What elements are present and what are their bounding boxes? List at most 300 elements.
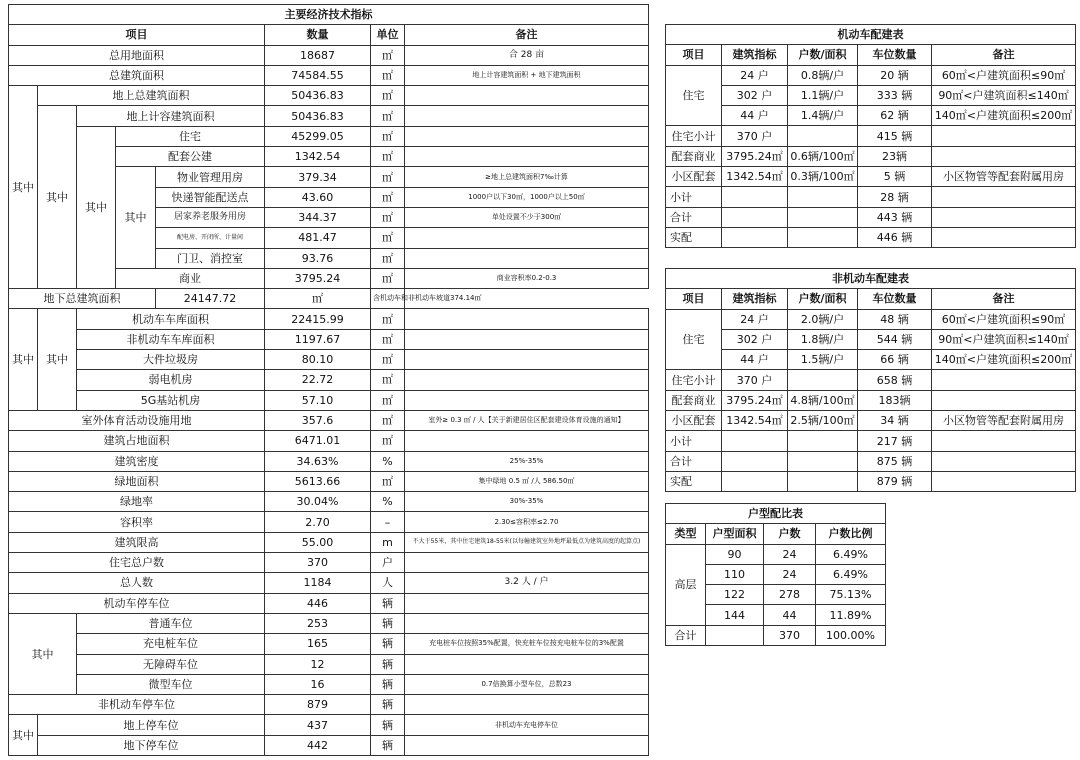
row-unit: ㎡ xyxy=(371,268,405,288)
row-name: 快递智能配送点 xyxy=(156,187,265,207)
row-note: 单处设置不少于300㎡ xyxy=(405,207,649,227)
cell-ratio: 0.8辆/户 xyxy=(788,65,858,85)
group-label-qizhong: 其中 xyxy=(9,613,77,694)
row-qty: 1184 xyxy=(265,573,371,593)
cell-count: 5 辆 xyxy=(858,167,932,187)
cell-note xyxy=(932,126,1076,146)
row-qty: 357.6 xyxy=(265,410,371,430)
header-item: 项目 xyxy=(666,45,722,65)
cell-count: 28 辆 xyxy=(858,187,932,207)
cell-ratio: 2.0辆/户 xyxy=(788,309,858,329)
row-qty: 344.37 xyxy=(265,207,371,227)
table-row xyxy=(9,573,649,593)
row-unit: ㎡ xyxy=(371,86,405,106)
row-unit: – xyxy=(371,512,405,532)
cell-note xyxy=(932,390,1076,410)
cell-ratio: 1.1辆/户 xyxy=(788,85,858,105)
cell-ratio: 2.5辆/100㎡ xyxy=(788,411,858,431)
table-row xyxy=(9,674,649,694)
row-qty: 34.63% xyxy=(265,451,371,471)
row-qty: 1197.67 xyxy=(265,329,371,349)
cell-count: 278 xyxy=(764,585,816,605)
row-qty: 43.60 xyxy=(265,187,371,207)
cell-index: 302 户 xyxy=(722,329,788,349)
row-name: 弱电机房 xyxy=(77,370,265,390)
cell-note xyxy=(932,207,1076,227)
row-name: 地下总建筑面积 xyxy=(9,289,156,309)
row-qty: 74584.55 xyxy=(265,65,371,85)
header-count: 车位数量 xyxy=(858,45,932,65)
table-row xyxy=(9,289,649,309)
cell-index: 44 户 xyxy=(722,350,788,370)
cell-item: 实配 xyxy=(666,471,722,491)
cell-item: 住宅小计 xyxy=(666,370,722,390)
table-row xyxy=(9,613,649,633)
row-name: 普通车位 xyxy=(77,613,265,633)
table-row xyxy=(9,553,649,573)
row-qty: 3795.24 xyxy=(265,268,371,288)
cell-ratio: 4.8辆/100㎡ xyxy=(788,390,858,410)
cell-count: 66 辆 xyxy=(858,350,932,370)
cell-item: 小区配套 xyxy=(666,167,722,187)
table-row xyxy=(666,106,1076,126)
row-unit: 辆 xyxy=(371,674,405,694)
table-row xyxy=(666,471,1076,491)
row-note xyxy=(405,106,649,126)
row-unit: ㎡ xyxy=(371,370,405,390)
row-name: 室外体育活动设施用地 xyxy=(9,410,265,430)
table-row xyxy=(666,329,1076,349)
cell-note xyxy=(932,370,1076,390)
table-row xyxy=(666,85,1076,105)
row-unit: ㎡ xyxy=(371,126,405,146)
cell-ratio xyxy=(788,471,858,491)
cell-note: 140㎡<户建筑面积≤200㎡ xyxy=(932,106,1076,126)
table-row xyxy=(666,207,1076,227)
row-note: 含机动车和非机动车坡道374.14㎡ xyxy=(371,289,405,309)
row-unit: ㎡ xyxy=(371,431,405,451)
cell-index xyxy=(722,471,788,491)
row-name: 容积率 xyxy=(9,512,265,532)
cell-index: 302 户 xyxy=(722,85,788,105)
group-label-qizhong: 其中 xyxy=(116,167,156,268)
table-row xyxy=(9,126,649,146)
row-name: 物业管理用房 xyxy=(156,167,265,187)
row-name: 总用地面积 xyxy=(9,45,265,65)
row-name: 配电房、开闭所、计量间 xyxy=(156,228,265,248)
row-qty: 18687 xyxy=(265,45,371,65)
row-note: 集中绿地 0.5 ㎡ /人 586.50㎡ xyxy=(405,471,649,491)
cell-note: 90㎡<户建筑面积≤140㎡ xyxy=(932,329,1076,349)
row-note: 30%-35% xyxy=(405,492,649,512)
header-item: 项目 xyxy=(9,25,265,45)
header-type: 类型 xyxy=(666,524,706,544)
row-unit: ㎡ xyxy=(371,65,405,85)
table-row xyxy=(666,544,886,564)
cell-index xyxy=(722,227,788,247)
header-area: 户型面积 xyxy=(706,524,764,544)
row-name: 居家养老服务用房 xyxy=(156,207,265,227)
row-qty: 446 xyxy=(265,593,371,613)
cell-count: 333 辆 xyxy=(858,85,932,105)
cell-note xyxy=(932,187,1076,207)
cell-note xyxy=(932,471,1076,491)
table-row xyxy=(9,45,649,65)
cell-note: 90㎡<户建筑面积≤140㎡ xyxy=(932,85,1076,105)
table-row xyxy=(9,390,649,410)
row-unit: m xyxy=(371,532,405,552)
row-note xyxy=(405,553,649,573)
cell-note: 小区物管等配套附属用房 xyxy=(932,411,1076,431)
row-name: 无障碍车位 xyxy=(77,654,265,674)
row-label-zhuzhai: 住宅 xyxy=(666,65,722,126)
table-row xyxy=(9,593,649,613)
row-label-zhuzhai: 住宅 xyxy=(666,309,722,370)
row-note xyxy=(405,147,649,167)
cell-item: 配套商业 xyxy=(666,146,722,166)
row-label-gaoceng: 高层 xyxy=(666,544,706,625)
cell-ratio: 1.8辆/户 xyxy=(788,329,858,349)
row-qty: 30.04% xyxy=(265,492,371,512)
cell-item: 实配 xyxy=(666,227,722,247)
table-row xyxy=(9,471,649,491)
row-unit: ㎡ xyxy=(371,147,405,167)
table-row xyxy=(9,350,649,370)
row-qty: 50436.83 xyxy=(265,86,371,106)
table-row xyxy=(666,411,1076,431)
row-note xyxy=(405,431,649,451)
table-row xyxy=(666,370,1076,390)
table-row xyxy=(9,735,649,755)
row-unit: ㎡ xyxy=(371,167,405,187)
header-count: 车位数量 xyxy=(858,289,932,309)
row-name: 绿地率 xyxy=(9,492,265,512)
cell-note: 60㎡<户建筑面积≤90㎡ xyxy=(932,309,1076,329)
header-count: 户数 xyxy=(764,524,816,544)
row-qty: 80.10 xyxy=(265,350,371,370)
row-note: 2.30≤容积率≤2.70 xyxy=(405,512,649,532)
cell-count: 415 辆 xyxy=(858,126,932,146)
bike-table-title: 非机动车配建表 xyxy=(666,269,1076,289)
row-name: 门卫、消控室 xyxy=(156,248,265,268)
header-index: 建筑指标 xyxy=(722,45,788,65)
cell-note xyxy=(932,451,1076,471)
row-unit: 辆 xyxy=(371,715,405,735)
table-row xyxy=(666,146,1076,166)
row-name: 总人数 xyxy=(9,573,265,593)
cell-count: 658 辆 xyxy=(858,370,932,390)
table-row xyxy=(9,431,649,451)
row-name: 非机动车停车位 xyxy=(9,695,265,715)
row-name: 充电桩车位 xyxy=(77,634,265,654)
table-row xyxy=(666,451,1076,471)
cell-index xyxy=(722,187,788,207)
row-qty: 1342.54 xyxy=(265,147,371,167)
row-qty: 2.70 xyxy=(265,512,371,532)
header-index: 建筑指标 xyxy=(722,289,788,309)
table-row xyxy=(9,532,649,552)
cell-ratio: 75.13% xyxy=(816,585,886,605)
cell-area: 144 xyxy=(706,605,764,625)
cell-item: 配套商业 xyxy=(666,390,722,410)
car-parking-table xyxy=(665,24,1076,248)
table-row xyxy=(9,106,649,126)
table-row xyxy=(666,625,886,645)
row-qty: 5613.66 xyxy=(265,471,371,491)
row-note: 1000户以下30㎡，1000户以上50㎡ xyxy=(405,187,649,207)
row-note xyxy=(405,248,649,268)
row-name: 大件垃圾房 xyxy=(77,350,265,370)
cell-index: 1342.54㎡ xyxy=(722,167,788,187)
row-note: 室外≥ 0.3 ㎡ / 人【关于新建居住区配套建设体育设施的通知】 xyxy=(405,410,649,430)
table-row xyxy=(9,65,649,85)
cell-ratio: 1.5辆/户 xyxy=(788,350,858,370)
cell-count: 23辆 xyxy=(858,146,932,166)
row-unit: ㎡ xyxy=(371,228,405,248)
table-row xyxy=(9,715,649,735)
row-note: 地上计容建筑面积 + 地下建筑面积 xyxy=(405,65,649,85)
cell-item: 住宅小计 xyxy=(666,126,722,146)
cell-index: 44 户 xyxy=(722,106,788,126)
row-note xyxy=(405,613,649,633)
row-name: 地上停车位 xyxy=(38,715,265,735)
table-row xyxy=(666,350,1076,370)
cell-area: 110 xyxy=(706,564,764,584)
row-name: 机动车停车位 xyxy=(9,593,265,613)
cell-ratio xyxy=(788,227,858,247)
row-unit: 辆 xyxy=(371,593,405,613)
main-table-title: 主要经济技术指标 xyxy=(9,5,649,25)
cell-note: 60㎡<户建筑面积≤90㎡ xyxy=(932,65,1076,85)
row-name: 地上计容建筑面积 xyxy=(77,106,265,126)
cell-count: 879 辆 xyxy=(858,471,932,491)
row-qty: 253 xyxy=(265,613,371,633)
row-unit: ㎡ xyxy=(371,207,405,227)
row-unit: ㎡ xyxy=(371,45,405,65)
cell-ratio xyxy=(788,126,858,146)
row-name: 商业 xyxy=(116,268,265,288)
header-qty: 数量 xyxy=(265,25,371,45)
cell-ratio: 11.89% xyxy=(816,605,886,625)
row-note xyxy=(405,735,649,755)
cell-note: 小区物管等配套附属用房 xyxy=(932,167,1076,187)
cell-index: 1342.54㎡ xyxy=(722,411,788,431)
cell-item: 合计 xyxy=(666,451,722,471)
cell-index: 24 户 xyxy=(722,65,788,85)
table-row xyxy=(666,309,1076,329)
cell-note: 140㎡<户建筑面积≤200㎡ xyxy=(932,350,1076,370)
row-unit: % xyxy=(371,492,405,512)
header-ratio: 户数/面积 xyxy=(788,289,858,309)
cell-ratio: 0.3辆/100㎡ xyxy=(788,167,858,187)
table-row xyxy=(9,654,649,674)
row-unit: ㎡ xyxy=(371,106,405,126)
table-row xyxy=(666,431,1076,451)
row-qty: 22415.99 xyxy=(265,309,371,329)
row-unit: ㎡ xyxy=(371,390,405,410)
row-unit: ㎡ xyxy=(371,471,405,491)
table-row xyxy=(9,309,649,329)
cell-area: 90 xyxy=(706,544,764,564)
cell-ratio: 6.49% xyxy=(816,564,886,584)
cell-index: 24 户 xyxy=(722,309,788,329)
header-unit: 单位 xyxy=(371,25,405,45)
cell-count: 20 辆 xyxy=(858,65,932,85)
row-name: 配套公建 xyxy=(116,147,265,167)
cell-index: 370 户 xyxy=(722,370,788,390)
cell-ratio: 100.00% xyxy=(816,625,886,645)
cell-index: 3795.24㎡ xyxy=(722,390,788,410)
table-row xyxy=(9,410,649,430)
row-unit: 辆 xyxy=(371,634,405,654)
row-unit: ㎡ xyxy=(371,248,405,268)
cell-note xyxy=(932,227,1076,247)
row-note xyxy=(405,370,649,390)
cell-count: 34 辆 xyxy=(858,411,932,431)
cell-count: 183辆 xyxy=(858,390,932,410)
cell-ratio xyxy=(788,187,858,207)
table-row xyxy=(666,167,1076,187)
table-row xyxy=(9,451,649,471)
row-unit: ㎡ xyxy=(371,187,405,207)
row-unit: 户 xyxy=(371,553,405,573)
row-note: 合 28 亩 xyxy=(405,45,649,65)
row-qty: 16 xyxy=(265,674,371,694)
cell-index xyxy=(722,207,788,227)
cell-item: 小计 xyxy=(666,431,722,451)
row-note xyxy=(405,228,649,248)
row-note xyxy=(405,593,649,613)
table-row xyxy=(9,512,649,532)
row-name: 微型车位 xyxy=(77,674,265,694)
row-unit: ㎡ xyxy=(371,309,405,329)
row-unit: ㎡ xyxy=(371,410,405,430)
row-name: 非机动车车库面积 xyxy=(77,329,265,349)
row-qty: 22.72 xyxy=(265,370,371,390)
cell-count: 24 xyxy=(764,544,816,564)
row-note: 不大于55米，其中住宅建筑18-55米(以每幢建筑室外地坪最低点为建筑高度的起算点) xyxy=(405,532,649,552)
row-unit: % xyxy=(371,451,405,471)
group-label-qizhong: 其中 xyxy=(77,126,116,288)
row-note: 非机动车充电停车位 xyxy=(405,715,649,735)
row-note xyxy=(405,329,649,349)
table-row xyxy=(9,370,649,390)
row-unit: ㎡ xyxy=(265,289,371,309)
row-name: 建筑限高 xyxy=(9,532,265,552)
row-qty: 379.34 xyxy=(265,167,371,187)
row-unit: ㎡ xyxy=(371,329,405,349)
row-note: 3.2 人 / 户 xyxy=(405,573,649,593)
table-row xyxy=(9,695,649,715)
row-name: 总建筑面积 xyxy=(9,65,265,85)
cell-ratio xyxy=(788,370,858,390)
cell-index: 370 户 xyxy=(722,126,788,146)
group-label-qizhong: 其中 xyxy=(9,86,38,289)
group-label-qizhong: 其中 xyxy=(38,309,77,410)
row-note xyxy=(405,350,649,370)
cell-count: 544 辆 xyxy=(858,329,932,349)
row-qty: 6471.01 xyxy=(265,431,371,451)
row-note xyxy=(405,390,649,410)
row-qty: 24147.72 xyxy=(156,289,265,309)
row-unit: 人 xyxy=(371,573,405,593)
header-ratio: 户数/面积 xyxy=(788,45,858,65)
table-row xyxy=(666,227,1076,247)
row-name: 5G基站机房 xyxy=(77,390,265,410)
type-table-title: 户型配比表 xyxy=(666,504,886,524)
cell-note xyxy=(932,146,1076,166)
unit-type-table xyxy=(665,503,886,646)
cell-count: 48 辆 xyxy=(858,309,932,329)
row-unit: 辆 xyxy=(371,654,405,674)
cell-ratio: 0.6辆/100㎡ xyxy=(788,146,858,166)
row-qty: 12 xyxy=(265,654,371,674)
row-qty: 93.76 xyxy=(265,248,371,268)
row-qty: 50436.83 xyxy=(265,106,371,126)
table-row xyxy=(9,492,649,512)
car-table-title: 机动车配建表 xyxy=(666,25,1076,45)
row-qty: 165 xyxy=(265,634,371,654)
cell-count: 62 辆 xyxy=(858,106,932,126)
row-note xyxy=(405,695,649,715)
row-note: 0.7倍换算小型车位，总数23 xyxy=(405,674,649,694)
cell-ratio xyxy=(788,431,858,451)
cell-index xyxy=(722,451,788,471)
cell-ratio xyxy=(788,451,858,471)
row-name: 住宅总户数 xyxy=(9,553,265,573)
header-item: 项目 xyxy=(666,289,722,309)
header-note: 备注 xyxy=(932,45,1076,65)
cell-count: 875 辆 xyxy=(858,451,932,471)
cell-ratio: 1.4辆/户 xyxy=(788,106,858,126)
table-row xyxy=(666,187,1076,207)
row-note: 商业容积率0.2-0.3 xyxy=(405,268,649,288)
cell-area: 122 xyxy=(706,585,764,605)
row-qty: 45299.05 xyxy=(265,126,371,146)
row-name: 地上总建筑面积 xyxy=(38,86,265,106)
table-row xyxy=(666,65,1076,85)
row-qty: 481.47 xyxy=(265,228,371,248)
row-note xyxy=(405,86,649,106)
row-note xyxy=(405,654,649,674)
row-name: 建筑密度 xyxy=(9,451,265,471)
row-unit: 辆 xyxy=(371,695,405,715)
cell-area xyxy=(706,625,764,645)
cell-item: 合计 xyxy=(666,207,722,227)
row-unit: 辆 xyxy=(371,613,405,633)
bike-parking-table xyxy=(665,268,1076,492)
header-note: 备注 xyxy=(405,25,649,45)
table-row xyxy=(666,390,1076,410)
group-label-qizhong: 其中 xyxy=(38,106,77,289)
cell-ratio xyxy=(788,207,858,227)
header-note: 备注 xyxy=(932,289,1076,309)
row-name: 机动车车库面积 xyxy=(77,309,265,329)
row-note xyxy=(405,309,649,329)
cell-index: 3795.24㎡ xyxy=(722,146,788,166)
table-row xyxy=(9,329,649,349)
row-qty: 437 xyxy=(265,715,371,735)
group-label-qizhong: 其中 xyxy=(9,715,38,756)
cell-count: 24 xyxy=(764,564,816,584)
row-note: 充电桩车位按照35%配置，快充桩车位按充电桩车位的3%配置 xyxy=(405,634,649,654)
row-note: ≥地上总建筑面积7‰计算 xyxy=(405,167,649,187)
table-row xyxy=(9,634,649,654)
row-qty: 442 xyxy=(265,735,371,755)
row-unit: 辆 xyxy=(371,735,405,755)
row-name: 地下停车位 xyxy=(38,735,265,755)
row-qty: 57.10 xyxy=(265,390,371,410)
